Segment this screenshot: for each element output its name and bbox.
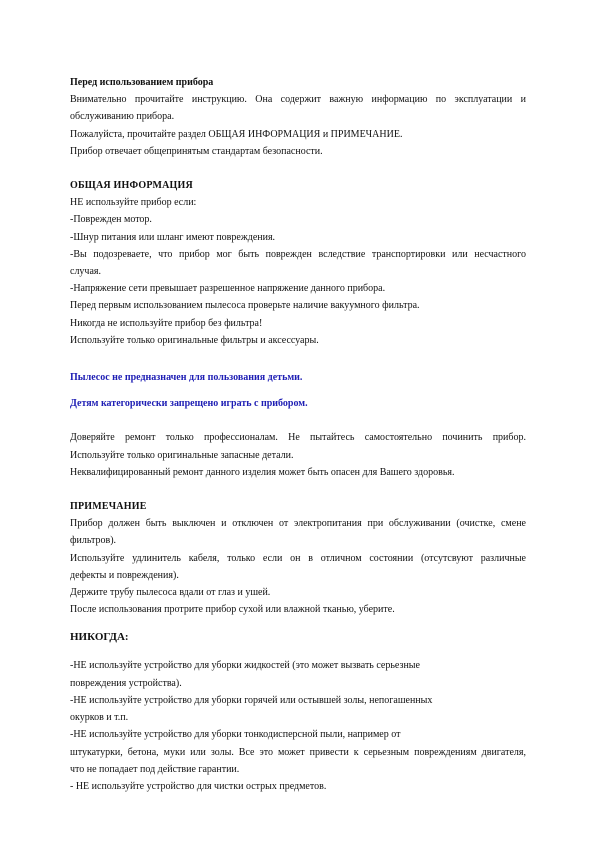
paragraph-line: фильтров). (70, 535, 117, 547)
section-title-note: ПРИМЕЧАНИЕ (70, 501, 147, 513)
paragraph-line: Пожалуйста, прочитайте раздел ОБЩАЯ ИНФОРМАЦИЯ и ПРИМЕЧАНИЕ. (70, 128, 403, 140)
list-item-continued: штукатурки, бетона, муки или золы. Все это может привести к серьезным повреждениям двигателя, (70, 746, 526, 758)
warning-children-use: Пылесос не предназначен для пользования детьми. (70, 372, 303, 384)
section-title-never: НИКОГДА: (70, 631, 129, 644)
spacer (70, 160, 526, 177)
paragraph-line: дефекты и повреждения). (70, 569, 179, 581)
paragraph-line: После использования протрите прибор сухой или влажной тканью, уберите. (70, 604, 395, 616)
list-item-continued: что не попадает под действие гарантии. (70, 763, 240, 775)
list-item: -Напряжение сети превышает разрешенное напряжение данного прибора. (70, 283, 386, 295)
list-item-continued: повреждения устройства). (70, 677, 182, 689)
paragraph-line: Используйте только оригинальные фильтры и аксессуары. (70, 334, 319, 346)
paragraph-line: Прибор отвечает общепринятым стандартам безопасности. (70, 145, 323, 157)
paragraph-line: Прибор должен быть выключен и отключен от электропитания при обслуживании (очистке, смене (70, 518, 526, 530)
paragraph-line: Неквалифицированный ремонт данного изделия может быть опасен для Вашего здоровья. (70, 466, 455, 478)
paragraph-line: НЕ используйте прибор если: (70, 197, 197, 209)
list-item-continued: окурков и т.п. (70, 712, 129, 724)
list-item: -Поврежден мотор. (70, 214, 152, 226)
spacer (70, 349, 526, 369)
list-item: -Вы подозреваете, что прибор мог быть поврежден вследствие транспортировки или несчастного (70, 248, 526, 260)
list-item: -НЕ используйте устройство для уборки тонкодисперсной пыли, например от (70, 729, 401, 741)
paragraph-line: Никогда не используйте прибор без фильтра! (70, 317, 263, 329)
paragraph-line: Используйте только оригинальные запасные детали. (70, 449, 294, 461)
paragraph-line: Держите трубу пылесоса вдали от глаз и ушей. (70, 587, 271, 599)
paragraph-line: Доверяйте ремонт только профессионалам. Не пытайтесь самостоятельно починить прибор. (70, 432, 526, 444)
paragraph-line: Используйте удлинитель кабеля, только если он в отличном состоянии (отсутсвуют различные (70, 552, 526, 564)
document-body (70, 74, 526, 795)
paragraph-line: Внимательно прочитайте инструкцию. Она содержит важную информацию по эксплуатации и (70, 94, 526, 106)
warning-children-play: Детям категорически запрещено играть с прибором. (70, 398, 308, 410)
list-item: -НЕ используйте устройство для уборки жидкостей (это может вызвать серьезные (70, 660, 420, 672)
list-item: -НЕ используйте устройство для уборки горячей или остывшей золы, непогашенных (70, 694, 433, 706)
paragraph-line: Перед первым использованием пылесоса проверьте наличие вакуумного фильтра. (70, 300, 420, 312)
spacer (70, 412, 526, 429)
section-title-before-use: Перед использованием прибора (70, 77, 214, 88)
list-item-continued: случая. (70, 266, 101, 278)
paragraph-line: обслуживанию прибора. (70, 111, 175, 123)
list-item: -Шнур питания или шланг имеют повреждения. (70, 231, 276, 243)
spacer (70, 481, 526, 498)
spacer (70, 386, 526, 395)
section-title-general-info: ОБЩАЯ ИНФОРМАЦИЯ (70, 180, 193, 192)
list-item: - НЕ используйте устройство для чистки острых предметов. (70, 780, 327, 792)
